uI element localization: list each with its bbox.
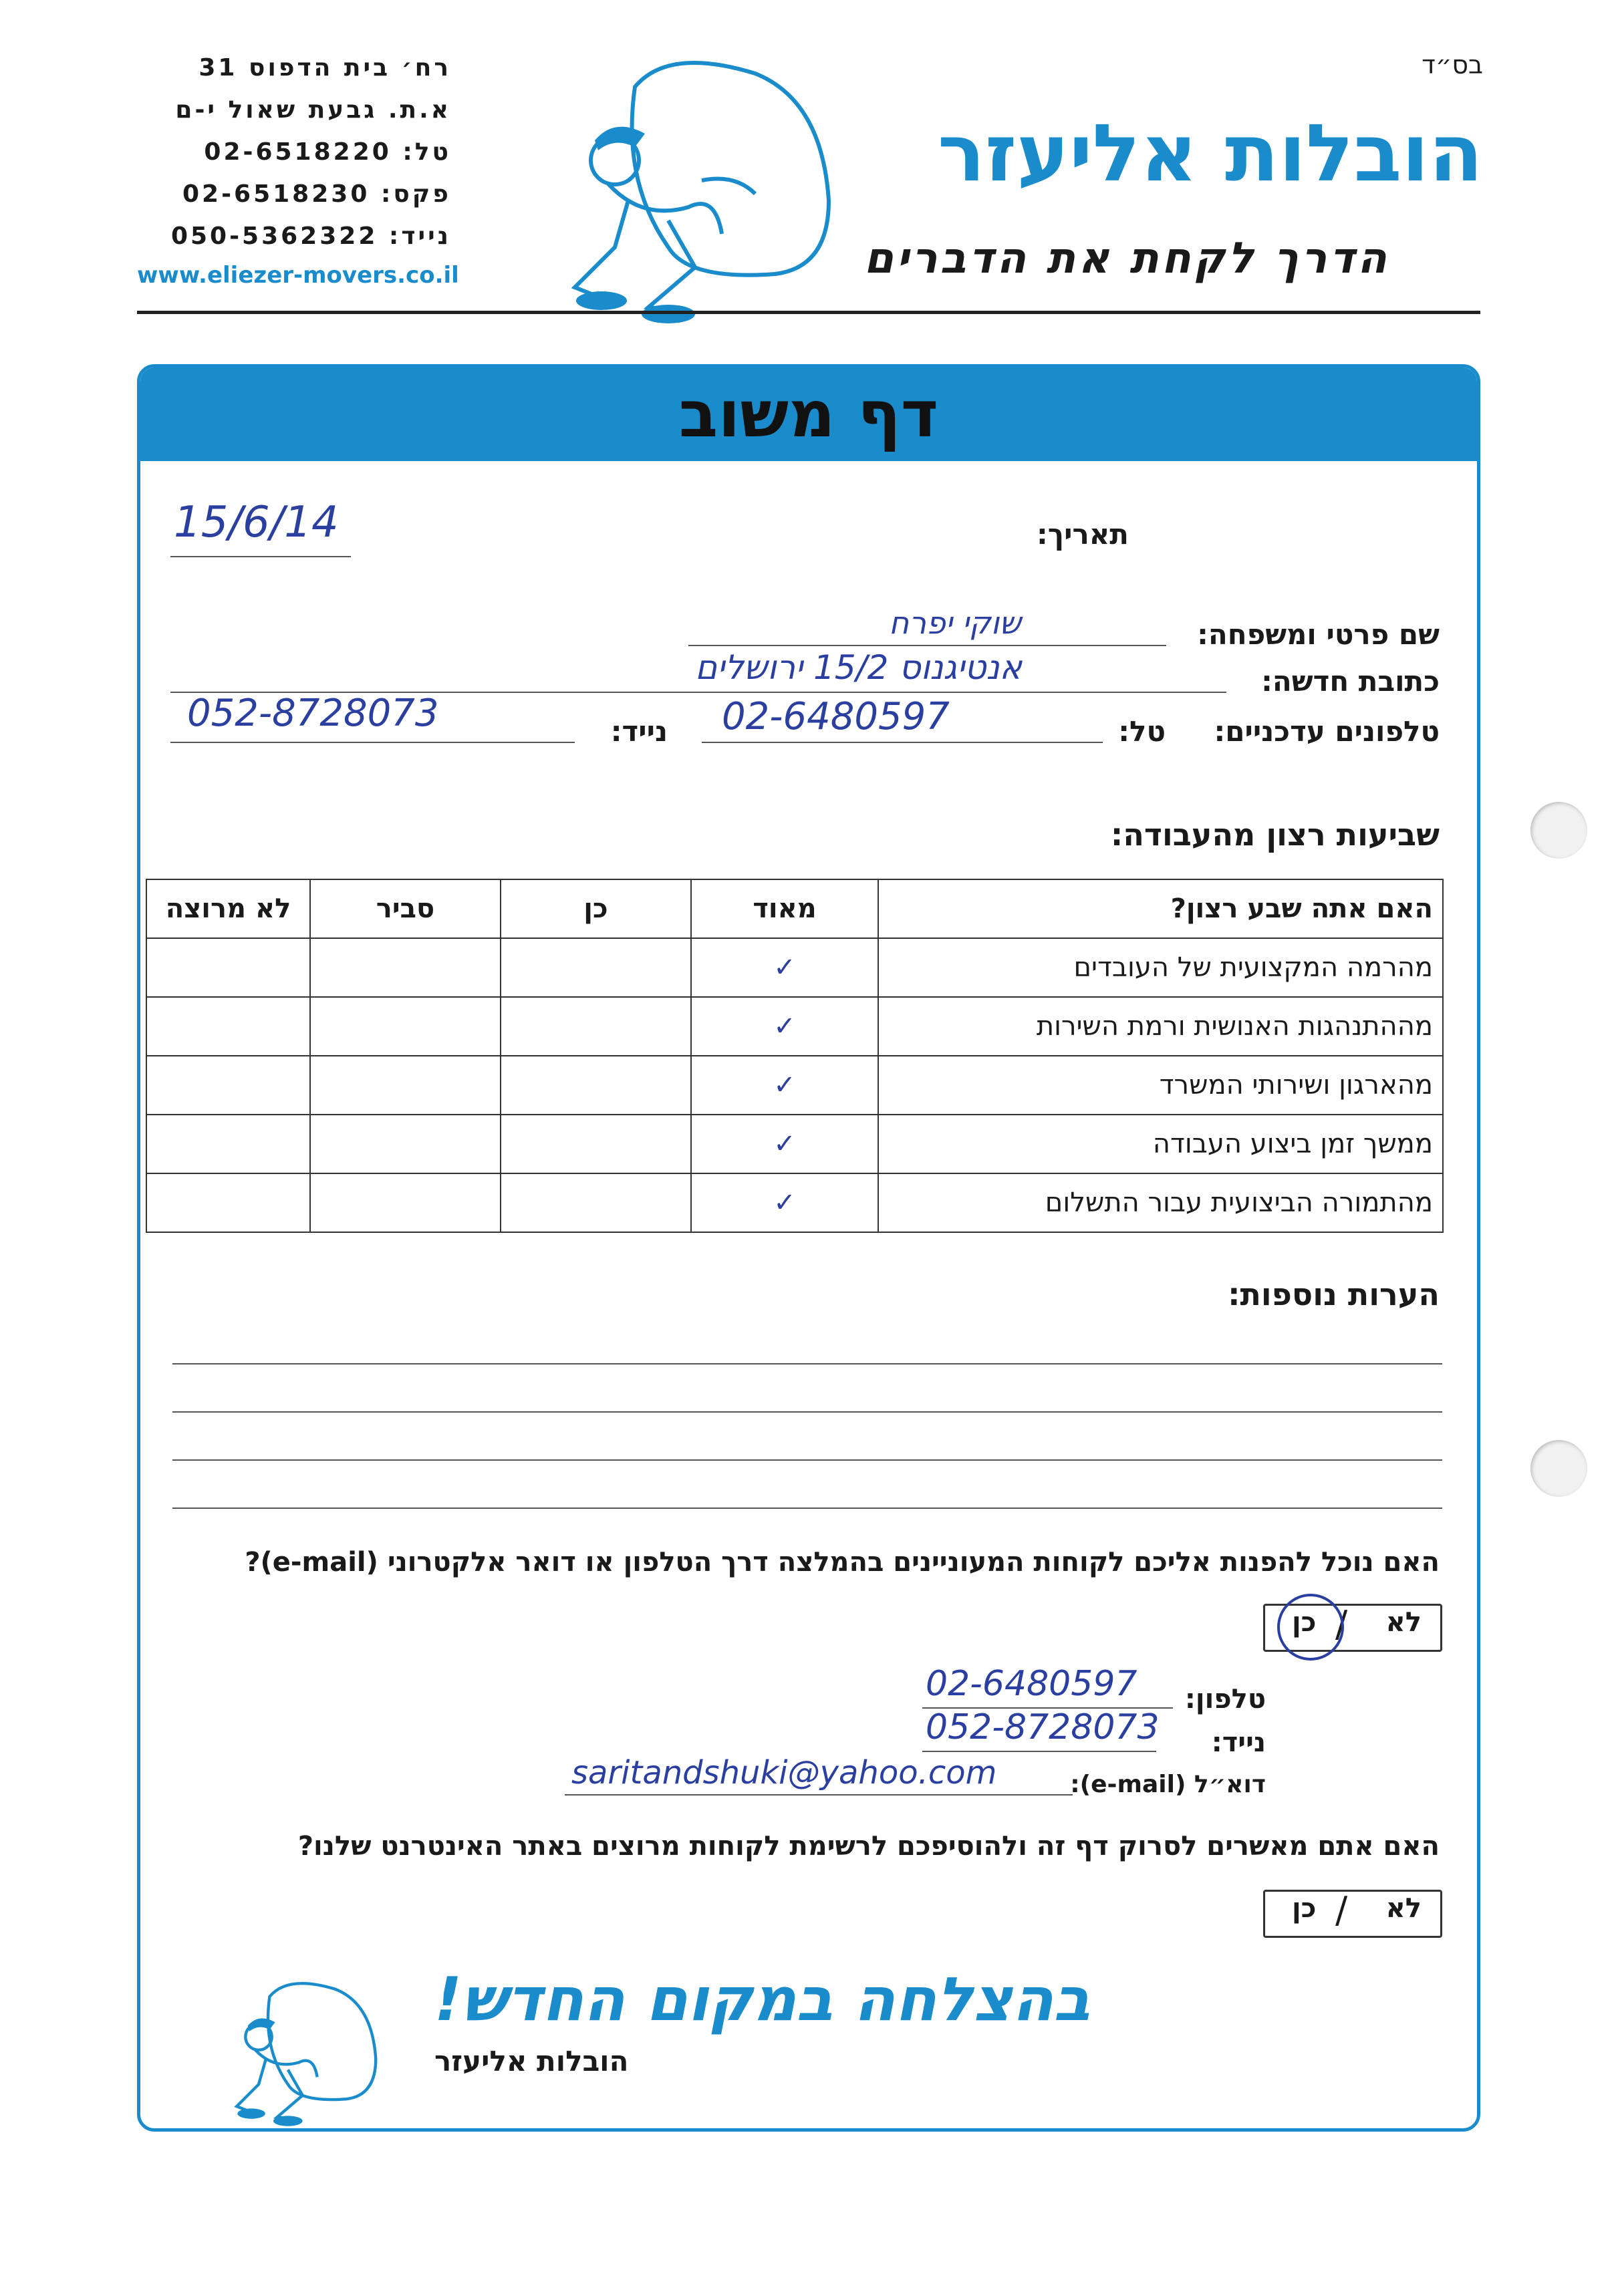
ref-mobile-value: 052-8728073: [926, 1707, 1160, 1747]
scan-yes-option[interactable]: כן: [1292, 1893, 1317, 1924]
punch-hole: [1530, 802, 1587, 859]
date-value: 15/6/14: [174, 498, 339, 547]
referral-no-option[interactable]: לא: [1385, 1607, 1422, 1638]
cell-reasonable[interactable]: [310, 1056, 501, 1115]
phones-label: טלפונים עדכניים:: [1214, 715, 1440, 748]
website-link[interactable]: www.eliezer-movers.co.il: [137, 262, 459, 289]
table-header-row: [146, 879, 1443, 938]
scan-question: האם אתם מאשרים לסרוק דף זה ולהוסיפכם לרשימת לקוחות מרוצים באתר האינטרנט שלנו?: [297, 1831, 1440, 1862]
cell-reasonable[interactable]: [310, 1173, 501, 1232]
address-line1: רח׳ בית הדפוס 31: [198, 54, 451, 82]
table-row: [146, 997, 1443, 1056]
cell-yes[interactable]: [501, 1115, 691, 1173]
col-header-very: מאוד: [691, 879, 878, 938]
mover-mascot-small: [214, 1975, 388, 2128]
ref-mobile-label: נייד:: [1211, 1727, 1266, 1758]
address-label: כתובת חדשה:: [1261, 665, 1440, 698]
fax-row: [137, 173, 451, 215]
scan-yes-no-box: [1263, 1890, 1442, 1938]
address-line2: א.ת. גבעת שאול י-ם: [175, 96, 451, 124]
name-label: שם פרטי ומשפחה:: [1197, 618, 1440, 651]
name-value: שוקי יפרח: [889, 605, 1021, 641]
col-header-not-satisfied: לא מרוצה: [146, 879, 310, 938]
check-very[interactable]: ✓: [691, 997, 878, 1056]
punch-hole: [1530, 1440, 1587, 1497]
mobile-field-label: נייד:: [610, 715, 668, 748]
cell-not-satisfied[interactable]: [146, 1115, 310, 1173]
cell-reasonable[interactable]: [310, 938, 501, 997]
fax-number: 02-6518230: [182, 180, 370, 208]
option-slash: /: [1335, 1889, 1348, 1931]
referral-yes-option[interactable]: כן: [1292, 1607, 1317, 1638]
referral-yes-no-box: [1263, 1604, 1442, 1652]
col-header-yes: כן: [501, 879, 691, 938]
table-row: [146, 1056, 1443, 1115]
ref-email-label: דוא״ל (e-mail):: [1070, 1771, 1266, 1798]
row-label: מהרמה המקצועית של העובדים: [878, 938, 1443, 997]
table-row: [146, 938, 1443, 997]
col-header-question: האם אתה שבע רצון?: [878, 879, 1443, 938]
table-row: [146, 1115, 1443, 1173]
date-label: תאריך:: [1037, 518, 1129, 551]
cell-yes[interactable]: [501, 997, 691, 1056]
mobile-row: [137, 215, 451, 257]
cell-yes[interactable]: [501, 1173, 691, 1232]
check-very[interactable]: ✓: [691, 1173, 878, 1232]
mover-mascot-logo: [535, 47, 849, 327]
besiyata-mark: בס״ד: [1422, 50, 1483, 80]
notes-line[interactable]: [172, 1378, 1442, 1413]
company-slogan: הדרך לקחת את הדברים: [863, 234, 1389, 283]
mobile-label: נייד:: [388, 223, 451, 250]
row-label: מהארגון ושירותי המשרד: [878, 1056, 1443, 1115]
cell-reasonable[interactable]: [310, 997, 501, 1056]
tel-label: טל:: [1118, 715, 1166, 748]
form-title: דף משוב: [678, 377, 939, 452]
phone-label: טל:: [402, 138, 451, 166]
notes-line[interactable]: [172, 1474, 1442, 1509]
col-header-reasonable: סביר: [310, 879, 501, 938]
cell-not-satisfied[interactable]: [146, 1056, 310, 1115]
ref-phone-label: טלפון:: [1184, 1684, 1266, 1715]
ref-phone-value: 02-6480597: [926, 1664, 1137, 1704]
referral-question: האם נוכל להפנות אליכם לקוחות המעוניינים בהמלצה דרך הטלפון או דואר אלקטרוני (e-mail)?: [245, 1547, 1440, 1578]
option-slash: /: [1335, 1603, 1348, 1645]
referral-yes-circle: [1277, 1594, 1344, 1661]
cell-reasonable[interactable]: [310, 1115, 501, 1173]
closing-slogan: בהצלחה במקום החדש!: [434, 1965, 1091, 2035]
cell-not-satisfied[interactable]: [146, 938, 310, 997]
check-very[interactable]: ✓: [691, 1056, 878, 1115]
cell-not-satisfied[interactable]: [146, 1173, 310, 1232]
closing-signature: הובלות אליעזר: [434, 2045, 629, 2077]
notes-heading: הערות נוספות:: [1228, 1276, 1440, 1312]
contact-block: [137, 47, 451, 257]
notes-line[interactable]: [172, 1330, 1442, 1365]
company-name: הובלות אליעזר: [937, 107, 1483, 199]
satisfaction-table: [146, 879, 1444, 1233]
cell-yes[interactable]: [501, 938, 691, 997]
mobile-value: 052-8728073: [187, 692, 439, 735]
row-label: ממשך זמן ביצוע העבודה: [878, 1115, 1443, 1173]
mobile-number: 050-5362322: [170, 223, 378, 250]
fax-label: פקס:: [380, 180, 451, 208]
phone-number: 02-6518220: [204, 138, 392, 166]
satisfaction-heading: שביעות רצון מהעבודה:: [1110, 817, 1440, 853]
row-label: מהתמורה הביצועית עבור התשלום: [878, 1173, 1443, 1232]
header-divider: [137, 311, 1480, 314]
check-very[interactable]: ✓: [691, 938, 878, 997]
notes-line[interactable]: [172, 1426, 1442, 1461]
tel-value: 02-6480597: [722, 695, 950, 738]
scan-no-option[interactable]: לא: [1385, 1893, 1422, 1924]
row-label: מההתנהגות האנושית ורמת השירות: [878, 997, 1443, 1056]
ref-email-value: saritandshuki@yahoo.com: [571, 1754, 997, 1791]
cell-yes[interactable]: [501, 1056, 691, 1115]
address-value: אנטיגנוס 15/2 ירושלים: [695, 648, 1023, 687]
check-very[interactable]: ✓: [691, 1115, 878, 1173]
cell-not-satisfied[interactable]: [146, 997, 310, 1056]
phone-row: [137, 131, 451, 173]
form-title-bar: [140, 368, 1477, 461]
table-row: [146, 1173, 1443, 1232]
